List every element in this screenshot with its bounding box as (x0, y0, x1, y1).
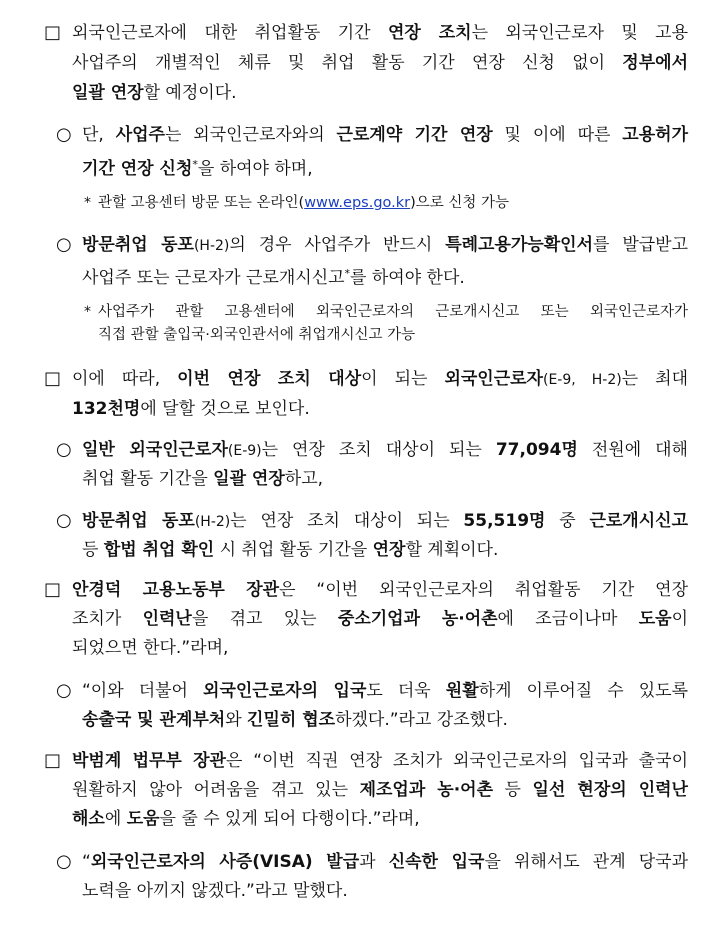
text-run: 취업 활동 기간을 (82, 469, 214, 489)
bold-text: 연장 조치 (387, 23, 472, 43)
text-run: 직접 관할 출입국·외국인관서에 취업개시신고 가능 (98, 327, 416, 343)
text-line (72, 748, 688, 774)
text-run: 을 하여야 하며, (197, 159, 313, 179)
text-line (82, 437, 688, 464)
text-run: 외국인근로자에 대한 취업활동 기간 (72, 23, 388, 43)
bold-text: 외국인근로자 (444, 369, 543, 389)
text-run: “이와 더불어 (82, 681, 204, 701)
text-run: 관할 고용센터 방문 또는 온라인( (98, 195, 305, 211)
text-run: 시 취업 활동 기간을 (214, 540, 373, 560)
text-run: 조치가 (72, 609, 143, 629)
bold-text: 안경덕 고용노동부 장관 (72, 580, 280, 600)
bold-text: 일괄 연장 (213, 469, 285, 489)
note-line (98, 324, 415, 346)
bold-text: 일선 현장의 인력난 (532, 780, 688, 800)
circle-bullet: ○ (56, 439, 72, 460)
note-asterisk: * (84, 195, 91, 211)
text-run: 도 더욱 (366, 681, 446, 701)
circle-bullet: ○ (56, 510, 72, 531)
text-run: 등 (82, 540, 104, 560)
square-bullet: □ (44, 750, 62, 771)
text-line (82, 849, 688, 875)
bold-text: 사업주 (115, 125, 165, 145)
bold-text: 송출국 및 관계부처 (82, 710, 226, 730)
text-line (82, 678, 688, 704)
text-run: 되었으면 한다.”라며, (72, 638, 229, 658)
bold-text: 긴밀히 협조 (247, 710, 336, 730)
text-run: 를 하여야 한다. (350, 268, 465, 288)
text-run: 는 외국인근로자 및 고용 (471, 23, 688, 43)
note-line (98, 192, 509, 214)
bold-text: 정부에서 (622, 53, 688, 73)
text-run: 단, (82, 125, 116, 145)
text-line (72, 806, 420, 832)
square-bullet: □ (44, 22, 62, 43)
text-line (72, 366, 688, 393)
bold-text: 근로계약 기간 연장 (336, 125, 493, 145)
text-run: 을 줄 수 있게 되어 다행이다.”라며, (159, 809, 420, 829)
text-run: 사업주가 관할 고용센터에 외국인근로자의 근로개시신고 또는 외국인근로자가 (98, 304, 688, 320)
bold-text: 기간 연장 신청 (82, 159, 193, 179)
bold-text: 고용허가 (622, 125, 688, 145)
text-run: 할 계획이다. (405, 540, 499, 560)
bold-text: 박범계 법무부 장관 (72, 751, 226, 771)
text-line (82, 878, 348, 904)
text-run: 하고, (284, 469, 324, 489)
bold-text: 77,094명 (495, 440, 578, 460)
bold-text: 중소기업과 농·어촌 (337, 609, 498, 629)
bold-text: 외국인근로자의 입국 (203, 681, 367, 701)
text-run: 는 연장 조치 대상이 되는 (230, 511, 464, 531)
circle-bullet: ○ (56, 851, 72, 872)
text-run: 하겠다.”라고 강조했다. (335, 710, 508, 730)
text-run: 등 (493, 780, 533, 800)
bold-text: 해소 (72, 809, 105, 829)
text-run: (H-2) (193, 238, 230, 254)
bold-text: 도움 (638, 609, 672, 629)
text-line (72, 396, 310, 422)
text-run: 와 (225, 710, 248, 730)
text-run: 중 (545, 511, 590, 531)
text-run: 을 겪고 있는 (191, 609, 338, 629)
square-bullet: □ (44, 368, 62, 389)
bold-text: 일반 외국인근로자 (82, 440, 228, 460)
circle-bullet: ○ (56, 124, 72, 145)
bold-text: 특례고용가능확인서 (445, 235, 593, 255)
text-run: 은 “이번 외국인근로자의 취업활동 기간 연장 (279, 580, 688, 600)
text-line (72, 577, 688, 603)
bold-text: 외국인근로자의 사증(VISA) 발급 (90, 852, 360, 872)
text-line (82, 508, 688, 535)
text-run: 노력을 아끼지 않겠다.”라고 말했다. (82, 881, 348, 901)
website-link[interactable]: www.eps.go.kr (304, 195, 411, 211)
bold-text: 일괄 연장 (72, 83, 144, 103)
bold-text: 방문취업 동포 (82, 511, 195, 531)
bold-text: 제조업과 농·어촌 (359, 780, 494, 800)
bold-text: 연장 (372, 540, 406, 560)
text-run: * (192, 158, 198, 171)
text-run: 을 위해서도 관계 당국과 (484, 852, 689, 872)
text-run: (E-9, H-2) (542, 372, 622, 388)
text-line (82, 707, 508, 733)
bold-text: 합법 취업 확인 (103, 540, 215, 560)
text-run: 과 (359, 852, 389, 872)
circle-bullet: ○ (56, 680, 72, 701)
note-asterisk: * (84, 304, 91, 320)
bold-text: 55,519명 (463, 511, 546, 531)
bold-text: 132천명 (72, 399, 141, 419)
text-line (72, 777, 688, 803)
bold-text: 근로개시신고 (589, 511, 688, 531)
text-line (82, 466, 323, 492)
text-line (72, 80, 237, 106)
circle-bullet: ○ (56, 234, 72, 255)
bold-text: 이번 연장 조치 대상 (177, 369, 362, 389)
text-run: 은 “이번 직권 연장 조치가 외국인근로자의 입국과 출국이 (225, 751, 688, 771)
text-line (72, 635, 228, 661)
bold-text: 인력난 (142, 609, 192, 629)
text-line (72, 50, 688, 76)
text-run: 에 조금이나마 (497, 609, 639, 629)
text-run: 의 경우 사업주가 반드시 (229, 235, 446, 255)
text-run: 전원에 대해 (577, 440, 688, 460)
text-run: “ (82, 852, 91, 872)
text-run: 를 발급받고 (593, 235, 689, 255)
text-run: 할 예정이다. (143, 83, 237, 103)
bold-text: 방문취업 동포 (82, 235, 194, 255)
text-run: 에 (104, 809, 127, 829)
text-run: 원활하지 않아 어려움을 겪고 있는 (72, 780, 360, 800)
text-run: 및 이에 따른 (492, 125, 623, 145)
text-run: 사업주의 개별적인 체류 및 취업 활동 기간 연장 신청 없이 (72, 53, 623, 73)
text-run: )으로 신청 가능 (410, 195, 510, 211)
square-bullet: □ (44, 579, 62, 600)
bold-text: 원활 (445, 681, 479, 701)
text-line (72, 606, 688, 632)
text-line (82, 537, 498, 563)
bold-text: 도움 (126, 809, 160, 829)
text-run: 사업주 또는 근로자가 근로개시신고 (82, 268, 345, 288)
text-run: 에 달할 것으로 보인다. (140, 399, 310, 419)
text-run: 이 되는 (361, 369, 445, 389)
text-run: * (344, 267, 351, 280)
text-run: (E-9) (227, 443, 262, 459)
text-run: (H-2) (194, 514, 231, 530)
note-line (98, 301, 688, 323)
text-run: 는 외국인근로자와의 (164, 125, 337, 145)
text-run: 이 (671, 609, 688, 629)
text-run: 이에 따라, (72, 369, 178, 389)
text-line (82, 232, 688, 259)
text-line (82, 261, 465, 291)
text-run: 는 연장 조치 대상이 되는 (261, 440, 496, 460)
text-run: 하게 이루어질 수 있도록 (478, 681, 689, 701)
text-line (82, 122, 688, 148)
text-line (82, 152, 313, 182)
bold-text: 신속한 입국 (388, 852, 485, 872)
text-line (72, 20, 688, 46)
text-run: 는 최대 (621, 369, 689, 389)
